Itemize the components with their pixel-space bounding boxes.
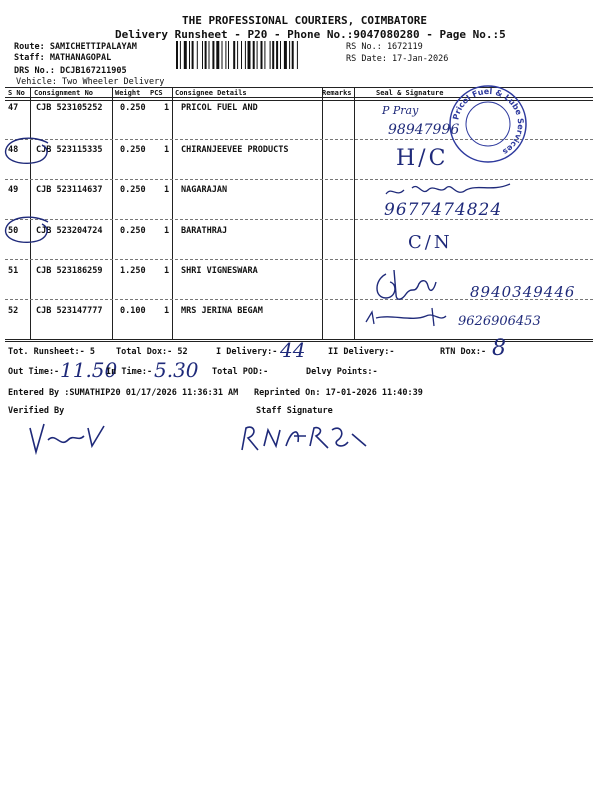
col-pcs: PCS (150, 89, 163, 97)
row-consignee: PRICOL FUEL AND (181, 103, 258, 113)
col-sno: S No (8, 89, 25, 97)
staff-label: Staff: MATHANAGOPAL (14, 53, 112, 63)
row-pcs: 1 (164, 145, 170, 155)
i-delivery-label: I Delivery:- (216, 347, 278, 357)
i-delivery-value: 44 (280, 338, 306, 362)
row-consignee: SHRI VIGNESWARA (181, 266, 258, 276)
row-pcs: 1 (164, 185, 170, 195)
rtn-dox-value: 8 (492, 336, 506, 361)
row-weight: 0.250 (120, 145, 146, 155)
total-runsheet: Tot. Runsheet:- 5 (8, 347, 95, 357)
row-consignment: CJB 523204724 (36, 226, 103, 236)
row-pcs: 1 (164, 103, 170, 113)
row-weight: 0.250 (120, 103, 146, 113)
handwritten-phone-52: 9626906453 (458, 314, 541, 329)
company-stamp (446, 82, 530, 166)
col-consignment: Consignment No (34, 89, 94, 97)
runsheet-subtitle: Delivery Runsheet - P20 - Phone No.:9047080280 - Page No.:5 (115, 28, 506, 41)
total-dox: Total Dox:- 52 (116, 347, 188, 357)
handwritten-mark-50: C/N (408, 232, 453, 253)
row-pcs: 1 (164, 266, 170, 276)
in-time-label: In Time:- (106, 367, 153, 377)
staff-signature-label: Staff Signature (256, 406, 333, 416)
row-consignment: CJB 523147777 (36, 306, 103, 316)
signature-52 (362, 304, 462, 332)
stamp-text: Pricol Fuel & Lube Services (451, 86, 526, 157)
rtn-dox-label: RTN Dox:- (440, 347, 487, 357)
row-consignee: BARATHRAJ (181, 226, 228, 236)
barcode (174, 41, 342, 71)
in-time-value: 5.30 (154, 358, 199, 382)
row-consignee: CHIRANJEEVEE PRODUCTS (181, 145, 289, 155)
col-weight: Weight (115, 89, 141, 97)
rs-date: RS Date: 17-Jan-2026 (346, 54, 449, 64)
handwritten-phone-51: 8940349446 (470, 283, 576, 301)
row-sno: 51 (8, 266, 19, 276)
ii-delivery-label: II Delivery:- (328, 347, 395, 357)
row-sno: 47 (8, 103, 19, 113)
row-weight: 0.250 (120, 226, 146, 236)
row-consignment: CJB 523115335 (36, 145, 103, 155)
handwritten-mark-48: H/C (396, 146, 449, 171)
row-consignee: NAGARAJAN (181, 185, 228, 195)
row-consignment: CJB 523105252 (36, 103, 103, 113)
row-pcs: 1 (164, 226, 170, 236)
row-consignment: CJB 523114637 (36, 185, 103, 195)
verified-by-label: Verified By (8, 406, 65, 416)
row-sno: 50 (8, 226, 19, 236)
row-pcs: 1 (164, 306, 170, 316)
signature-47: P Pray (382, 104, 419, 117)
rs-number: RS No.: 1672119 (346, 42, 423, 52)
route-label: Route: SAMICHETTIPALAYAM (14, 42, 137, 52)
row-sno: 49 (8, 185, 19, 195)
staff-signature (236, 420, 386, 460)
row-weight: 0.100 (120, 306, 146, 316)
delvy-points-label: Delvy Points:- (306, 367, 378, 377)
col-consignee: Consignee Details (175, 89, 247, 97)
out-time-value: 11.50 (60, 358, 118, 382)
circle-mark-50 (2, 214, 54, 246)
circle-mark-48 (2, 135, 54, 167)
total-pod-label: Total POD:- (212, 367, 269, 377)
company-name: THE PROFESSIONAL COURIERS, COIMBATORE (182, 14, 428, 27)
col-remarks: Remarks (322, 89, 352, 97)
row-sno: 52 (8, 306, 19, 316)
row-consignee: MRS JERINA BEGAM (181, 306, 263, 316)
row-consignment: CJB 523186259 (36, 266, 103, 276)
handwritten-phone-47: 98947996 (388, 122, 460, 138)
row-weight: 1.250 (120, 266, 146, 276)
reprinted-on: Reprinted On: 17-01-2026 11:40:39 (254, 388, 423, 398)
row-sno: 48 (8, 145, 19, 155)
row-weight: 0.250 (120, 185, 146, 195)
vehicle-label: Vehicle: Two Wheeler Delivery (16, 77, 165, 87)
out-time-label: Out Time:- (8, 367, 60, 377)
signature-51 (372, 264, 462, 308)
verified-signature (26, 418, 116, 458)
entered-by: Entered By :SUMATHIP20 01/17/2026 11:36:31 AM (8, 388, 239, 398)
drs-number: DRS No.: DCJB167211905 (14, 66, 127, 76)
handwritten-phone-49: 9677474824 (384, 200, 503, 220)
col-seal-signature: Seal & Signature (376, 89, 444, 97)
